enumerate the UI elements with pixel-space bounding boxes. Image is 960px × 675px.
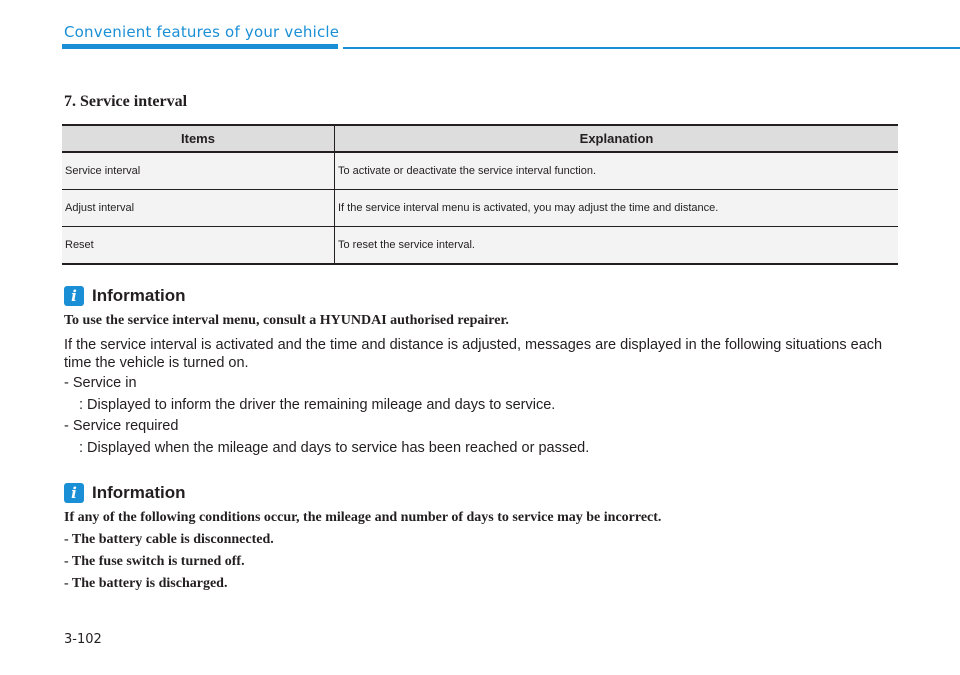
- list-item: - The fuse switch is turned off.: [64, 554, 245, 569]
- information-title: Information: [92, 483, 186, 502]
- table-cell-item: Reset: [62, 227, 335, 265]
- information-header: [64, 285, 904, 307]
- information-box-1: [64, 285, 904, 459]
- section-heading: 7. Service interval: [64, 93, 188, 110]
- information-title: Information: [92, 286, 186, 305]
- column-header-items: Items: [62, 125, 335, 152]
- column-header-explanation: Explanation: [335, 125, 899, 152]
- table-row: [62, 227, 898, 265]
- information-header: [64, 482, 904, 504]
- table-cell-explanation: If the service interval menu is activated, you may adjust the time and distance.: [335, 190, 899, 227]
- table-cell-item: Adjust interval: [62, 190, 335, 227]
- information-paragraph: If the service interval is activated and the time and distance is adjusted, messages are displayed in the following situations each time the vehicle is turned on.: [64, 337, 883, 371]
- table-header-row: [62, 125, 898, 152]
- information-icon: i: [64, 483, 84, 503]
- service-interval-table: [62, 124, 898, 265]
- information-box-2: [64, 482, 904, 595]
- list-item-description: : Displayed when the mileage and days to service has been reached or passed.: [79, 439, 590, 456]
- list-item-label: - Service required: [64, 418, 179, 434]
- table-cell-item: Service interval: [62, 152, 335, 190]
- list-item-label: - Service in: [64, 375, 137, 391]
- table-row: [62, 190, 898, 227]
- list-item-description: : Displayed to inform the driver the remaining mileage and days to service.: [79, 396, 556, 413]
- header-rule-thin: [343, 47, 960, 49]
- list-item: - The battery cable is disconnected.: [64, 532, 274, 547]
- list-item: - The battery is discharged.: [64, 576, 228, 591]
- table-row: [62, 152, 898, 190]
- table-cell-explanation: To activate or deactivate the service interval function.: [335, 152, 899, 190]
- header-rule-thick: [62, 44, 338, 49]
- information-lead: If any of the following conditions occur, the mileage and number of days to service may be incorrect.: [64, 510, 662, 525]
- information-lead: To use the service interval menu, consult a HYUNDAI authorised repairer.: [64, 313, 509, 328]
- table-cell-explanation: To reset the service interval.: [335, 227, 899, 265]
- information-icon: i: [64, 286, 84, 306]
- running-header: Convenient features of your vehicle: [64, 23, 340, 41]
- page-number: 3-102: [64, 632, 102, 647]
